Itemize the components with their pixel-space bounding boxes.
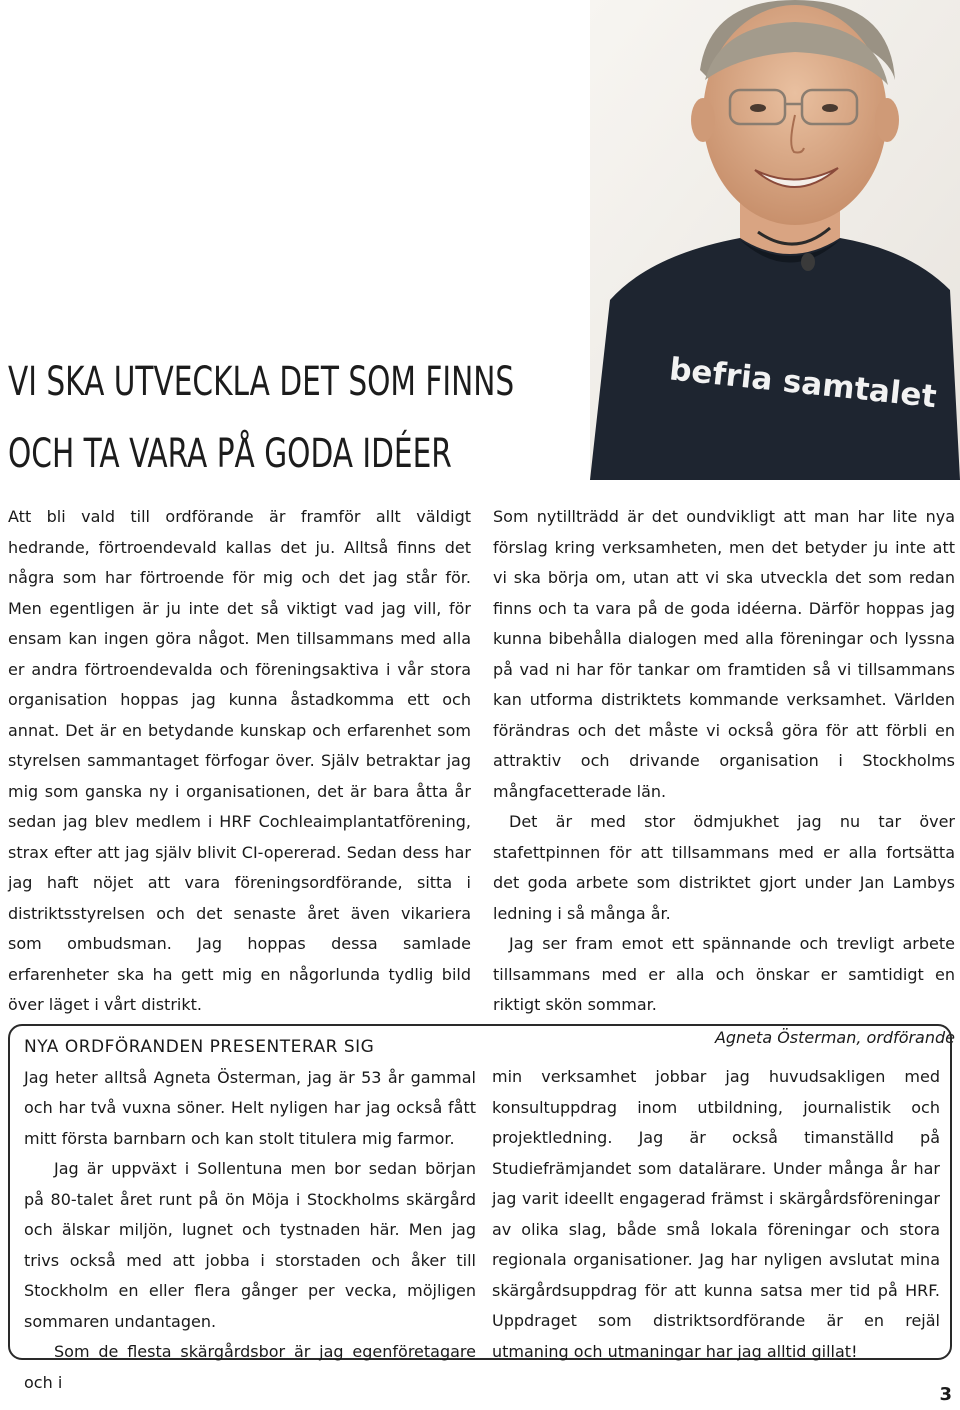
- article-paragraph: Det är med stor ödmjukhet jag nu tar över stafettpinnen för att tillsammans med er alla fortsätta det goda arbete som distriktet gjort under Jan Lambys ledning i så många år.: [493, 812, 955, 923]
- headline-line-2: OCH TA VARA PÅ GODA IDÉER: [8, 431, 452, 477]
- article-left-column: [8, 502, 471, 1021]
- portrait-illustration: [590, 0, 960, 480]
- shirt-text: befria samtalet: [667, 351, 939, 416]
- box-paragraph: Jag är uppväxt i Sollentuna men bor sedan början på 80-talet året runt på ön Möja i Stockholms skärgård och älskar miljön, lugnet och tystnaden här. Men jag trivs också med att jobba i storstaden och åker till Stockholm en eller flera gånger per vecka, möjligen sommaren undantagen.: [24, 1159, 476, 1331]
- box-paragraph: Jag heter alltså Agneta Österman, jag är 53 år gammal och har två vuxna söner. Helt nyligen har jag också fått mitt första barnbarn och kan stolt titulera mig farmor.: [24, 1067, 476, 1148]
- box-left-column: [24, 1032, 476, 1398]
- box-paragraph: min verksamhet jobbar jag huvudsakligen med konsultuppdrag inom utbildning, journalistik och projektledning. Jag är också timanställd på Studiefrämjandet som datalärare. Under många år har jag varit ideellt engagerad främst i skärgårdsföreningar av olika slag, både små lokala föreningar och stora regionala organisationer. Jag har nyligen avslutat mina skärgårdsuppdrag för att kunna satsa mer tid på HRF. Uppdraget som distriktsordförande är en rejäl utmaning och utmaningar har jag alltid gillat!: [492, 1067, 940, 1361]
- article-paragraph: Som nytillträdd är det oundvikligt att man har lite nya förslag kring verksamheten, men det betyder ju inte att vi ska börja om, utan att vi ska utveckla det som redan finns och ta vara på de goda idéerna. Därför hoppas jag kunna bibehålla dialogen med alla föreningar och lyssna på vad ni har för tankar om framtiden så vi tillsammans kan utforma distriktets kommande verksamhet. Världen förändras och det måste vi också göra för att förbli en attraktiv och drivande organisation i Stockholms mångfacetterade län.: [493, 507, 955, 801]
- box-paragraph: Som de flesta skärgårdsbor är jag egenföretagare och i: [24, 1342, 476, 1392]
- article-right-column: [493, 502, 955, 1053]
- box-title: NYA ORDFÖRANDEN PRESENTERAR SIG: [24, 1037, 375, 1057]
- headline-line-1: VI SKA UTVECKLA DET SOM FINNS: [8, 359, 515, 405]
- article-paragraph: Jag ser fram emot ett spännande och trevligt arbete tillsammans med er alla och önskar er samtidigt en riktigt skön sommar.: [493, 934, 955, 1014]
- signature: Agneta Österman, ordförande: [714, 1027, 955, 1047]
- article-paragraph: Att bli vald till ordförande är framför allt väldigt hedrande, förtroendevald kallas det ju. Alltså finns det några som har förtroende för mig och det jag står för. Men egentligen är ju inte det så viktigt vad jag vill, för ensam kan ingen göra något. Men tillsammans med alla er andra förtroendevalda och föreningsaktiva i vår stora organisation hoppas jag kunna åstadkomma ett och annat. Det är en betydande kunskap och erfarenhet som styrelsen sammantaget förfogar över. Själv betraktar jag mig som ganska ny i organisationen, det är bara åtta år sedan jag blev medlem i HRF Cochleaimplantatförening, strax efter att jag själv blivit CI-opererad. Sedan dess har jag haft nöjet att vara föreningsordförande, sitta i distriktsstyrelsen och det senaste året även vikariera som ombudsman. Jag hoppas dessa samlade erfarenheter ska ha gett mig en någorlunda tydlig bild över läget i vårt distrikt.: [8, 507, 471, 1014]
- headline: [8, 346, 515, 490]
- portrait-photo: [590, 0, 960, 480]
- page-number: 3: [939, 1384, 952, 1405]
- presentation-box: [8, 1024, 952, 1392]
- box-right-column: [492, 1062, 940, 1367]
